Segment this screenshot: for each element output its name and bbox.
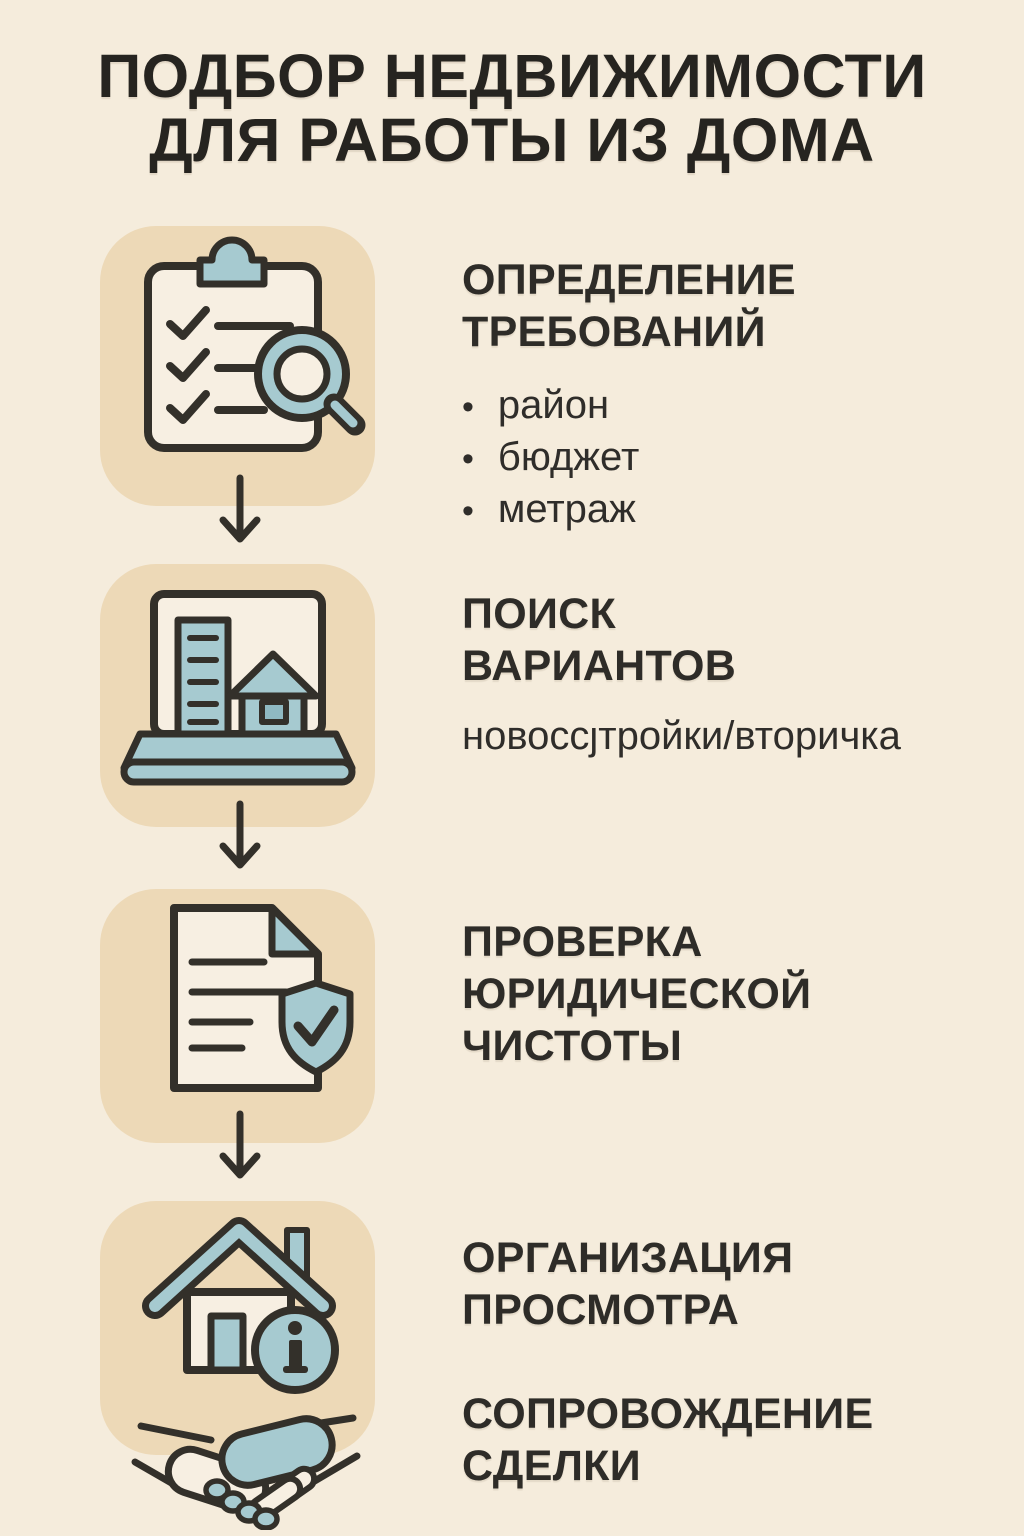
step-1-title-line-1: ОПРЕДЕЛЕНИЕ <box>462 256 796 304</box>
bullet-label: район <box>497 383 610 427</box>
step-3-title-line-2: ЮРИДИЧЕСКОЙ <box>462 970 812 1018</box>
bullet-dot: • <box>462 492 474 530</box>
page-title <box>0 44 1024 172</box>
bullet-item <box>462 432 796 484</box>
step-4-title <box>462 1232 793 1336</box>
bullet-dot: • <box>462 440 474 478</box>
step-2-subtitle: новоссȷтройки/вторичка <box>462 714 901 758</box>
bullet-label: бюджет <box>497 435 640 479</box>
step-2-title-line-1: ПОИСК <box>462 590 617 638</box>
step-4-text <box>462 1232 793 1336</box>
step-2-text <box>462 588 901 760</box>
flow-arrow-down-icon <box>217 474 263 556</box>
step-4-title-line-1: ОРГАНИЗАЦИЯ <box>462 1234 794 1282</box>
step-3-text <box>462 916 811 1072</box>
clipboard-checklist-magnifier-icon <box>122 234 372 478</box>
house-info-icon <box>137 1210 352 1400</box>
bullet-dot: • <box>462 388 474 426</box>
handshake-icon <box>125 1396 365 1530</box>
step-3-title-line-3: ЧИСТОТЫ <box>462 1022 683 1070</box>
step-5-text <box>462 1388 873 1492</box>
step-5-title <box>462 1388 873 1492</box>
step-3-title <box>462 916 811 1072</box>
flow-arrow-down-icon <box>217 1110 263 1192</box>
page-title-line-2: ДЛЯ РАБОТЫ ИЗ ДОМА <box>149 106 875 174</box>
step-1-title-line-2: ТРЕБОВАНИЙ <box>462 308 766 356</box>
page-title-line-1: ПОДБОР НЕДВИЖИМОСТИ <box>97 42 927 110</box>
bullet-label: метраж <box>497 487 636 531</box>
bullet-item <box>462 484 796 536</box>
step-3-title-line-1: ПРОВЕРКА <box>462 918 703 966</box>
bullet-item <box>462 380 796 432</box>
step-2-title-line-2: ВАРИАНТОВ <box>462 642 737 690</box>
step-1-bullets <box>462 380 796 536</box>
step-1-title <box>462 254 796 358</box>
step-5-title-line-1: СОПРОВОЖДЕНИЕ <box>462 1390 874 1438</box>
step-5-title-line-2: СДЕЛКИ <box>462 1442 641 1490</box>
step-1-text <box>462 254 796 536</box>
flow-arrow-down-icon <box>217 800 263 882</box>
step-4-title-line-2: ПРОСМОТРА <box>462 1286 740 1334</box>
laptop-buildings-icon <box>118 584 362 806</box>
document-shield-check-icon <box>142 896 354 1102</box>
step-2-title <box>462 588 901 692</box>
